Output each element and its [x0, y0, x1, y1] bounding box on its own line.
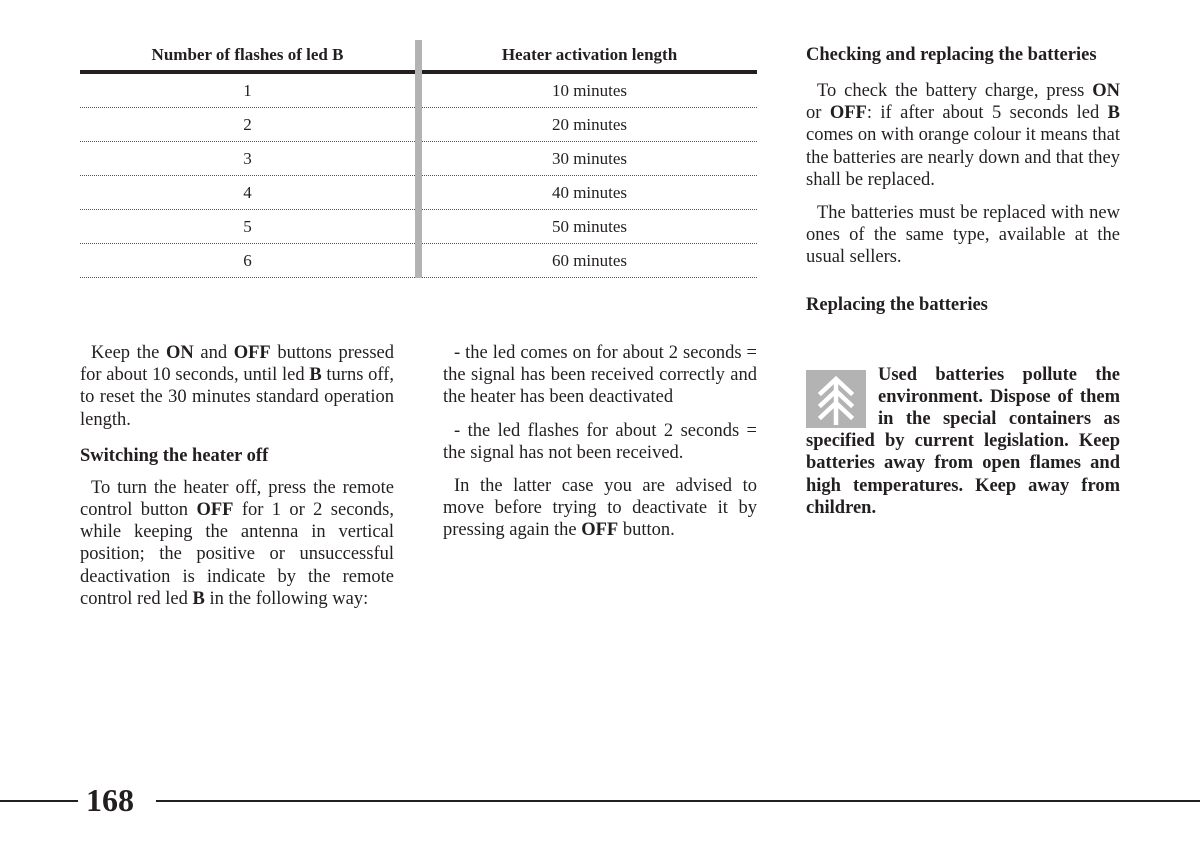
heading-replacing-batteries: Replacing the batteries	[806, 294, 988, 315]
cell-length: 40 minutes	[419, 176, 758, 210]
text-column-middle	[443, 342, 757, 542]
cell-flashes: 5	[80, 210, 419, 244]
heading-switching-off: Switching the heater off	[80, 445, 269, 466]
battery-check-paragraph: To check the battery charge, press ON or OFF: if after about 5 seconds led B comes on with orange colour it means that the batteries are nearly down and that they shall be replaced.	[806, 81, 1120, 190]
cell-length: 20 minutes	[419, 108, 758, 142]
table-row	[80, 244, 757, 278]
table-row	[80, 142, 757, 176]
table-header-row	[80, 40, 757, 72]
cell-flashes: 3	[80, 142, 419, 176]
footer-rule-left	[0, 800, 78, 802]
environment-warning	[806, 364, 1120, 519]
list-item-not-received: - the led flashes for about 2 seconds = the signal has not been received.	[443, 420, 757, 463]
latter-case-paragraph: In the latter case you are advised to move before trying to deactivate it by pressing again the OFF button.	[443, 476, 757, 541]
cell-length: 60 minutes	[419, 244, 758, 278]
footer-rule-right	[156, 800, 1200, 802]
table-row	[80, 72, 757, 108]
text-column-left	[80, 342, 394, 610]
cell-flashes: 1	[80, 72, 419, 108]
text-column-right	[806, 44, 1120, 519]
page-number: 168	[86, 782, 134, 818]
battery-replace-note: The batteries must be replaced with new ones of the same type, available at the usual sellers.	[806, 203, 1120, 268]
flash-duration-table	[80, 40, 757, 278]
list-item-deactivated: - the led comes on for about 2 seconds = the signal has been received correctly and the heater has been deactivated	[443, 343, 757, 408]
cell-length: 50 minutes	[419, 210, 758, 244]
cell-length: 10 minutes	[419, 72, 758, 108]
table-row	[80, 210, 757, 244]
table-row	[80, 176, 757, 210]
reset-paragraph: Keep the ON and OFF buttons pressed for about 10 seconds, until led B turns off, to reset the 30 minutes standard operation length.	[80, 343, 395, 430]
environment-tree-icon	[806, 370, 866, 428]
cell-length: 30 minutes	[419, 142, 758, 176]
environment-warning-text: Used batteries pollute the environment. Dispose of them in the special containers as specified by current legislation. Keep batteries away from open flames and high temperatures. Keep away from children.	[806, 364, 1120, 518]
cell-flashes: 6	[80, 244, 419, 278]
cell-flashes: 2	[80, 108, 419, 142]
switch-off-paragraph: To turn the heater off, press the remote control button OFF for 1 or 2 seconds, while keeping the antenna in vertical position; the positive or unsuccessful deactivation is indicate by the remote control red led B in the following way:	[80, 477, 394, 609]
table-row	[80, 108, 757, 142]
cell-flashes: 4	[80, 176, 419, 210]
heading-checking-batteries: Checking and replacing the batteries	[806, 45, 1097, 65]
header-flashes: Number of flashes of led B	[80, 40, 419, 72]
header-activation-length: Heater activation length	[419, 40, 758, 72]
